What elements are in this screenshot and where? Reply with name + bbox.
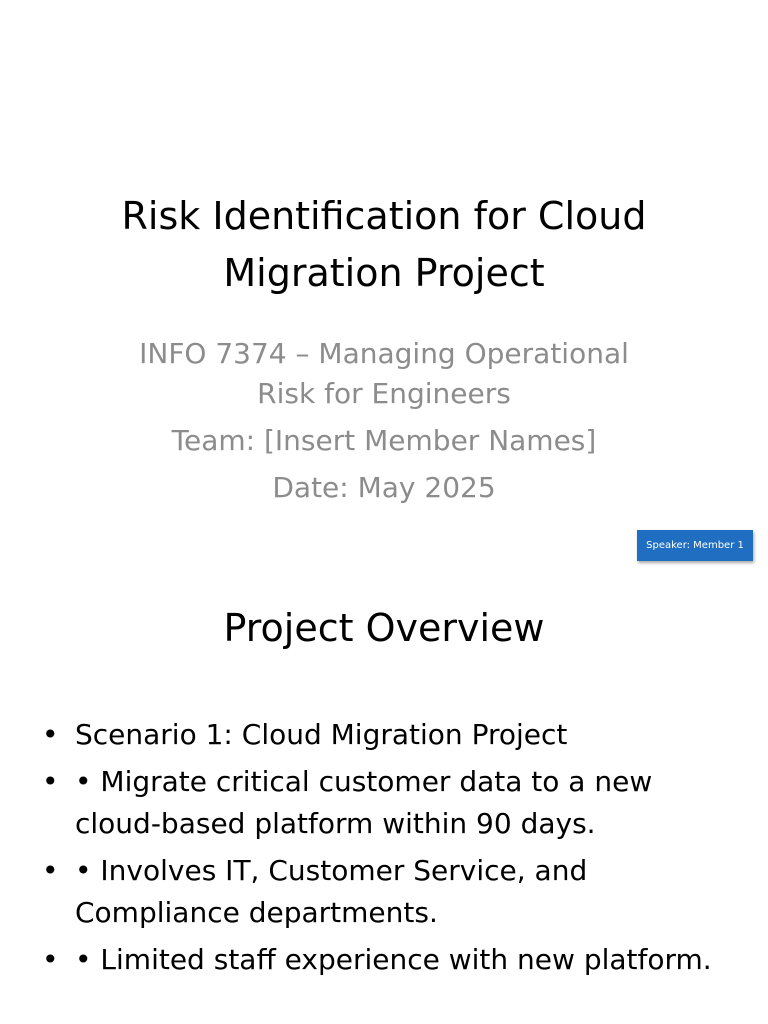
bullet-text-line-2: Compliance departments. bbox=[75, 896, 438, 929]
bullet-text: • Limited staff experience with new platform. bbox=[75, 943, 712, 976]
list-item bbox=[42, 850, 742, 934]
slide-subtitle bbox=[0, 334, 768, 508]
bullet-dot-icon: • bbox=[42, 718, 59, 751]
list-item bbox=[42, 939, 742, 981]
team-line: Team: [Insert Member Names] bbox=[171, 424, 597, 457]
overview-bullet-list bbox=[42, 714, 742, 986]
slide-title bbox=[0, 188, 768, 302]
overview-title: Project Overview bbox=[223, 606, 545, 650]
bullet-text: Scenario 1: Cloud Migration Project bbox=[75, 718, 568, 751]
slide-title-line-2: Migration Project bbox=[223, 251, 545, 295]
bullet-dot-icon: • bbox=[42, 765, 59, 798]
slide-title-line-1: Risk Identification for Cloud bbox=[121, 194, 647, 238]
list-item bbox=[42, 761, 742, 845]
bullet-text-line-1: • Involves IT, Customer Service, and bbox=[75, 854, 588, 887]
bullet-text-line-2: cloud-based platform within 90 days. bbox=[75, 807, 596, 840]
speaker-badge: Speaker: Member 1 bbox=[637, 530, 753, 561]
bullet-dot-icon: • bbox=[42, 854, 59, 887]
course-line-1: INFO 7374 – Managing Operational bbox=[139, 337, 629, 370]
course-line-2: Risk for Engineers bbox=[257, 377, 511, 410]
bullet-text-line-1: • Migrate critical customer data to a new bbox=[75, 765, 653, 798]
date-line: Date: May 2025 bbox=[272, 471, 496, 504]
list-item bbox=[42, 714, 742, 756]
bullet-dot-icon: • bbox=[42, 943, 59, 976]
overview-slide bbox=[0, 576, 768, 1024]
